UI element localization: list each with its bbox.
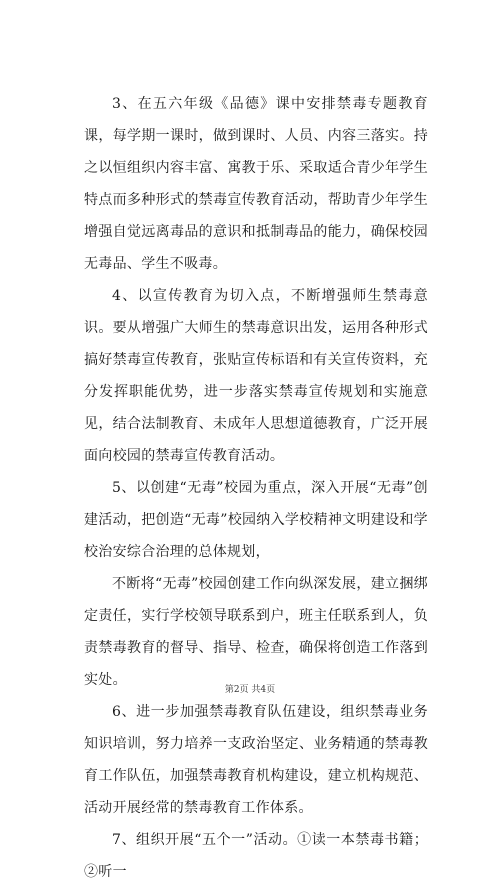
paragraph-item-4: 4、以宣传教育为切入点，不断增强师生禁毒意识。要从增强广大师生的禁毒意识出发，运用各种形式搞好禁毒宣传教育，张贴宣传标语和有关宣传资料，充分发挥职能优势，进一步落实禁毒宣传规划和实施意见，结合法制教育、未成年人思想道德教育，广泛开展面向校园的禁毒宣传教育活动。 xyxy=(84,288,428,464)
document-body xyxy=(84,88,428,888)
page-number-footer: 第2页 共4页 xyxy=(224,685,276,695)
paragraph-item-7: 7、组织开展“五个一”活动。①读一本禁毒书籍；②听一 xyxy=(84,832,428,880)
paragraph-item-5-continued: 不断将“无毒”校园创建工作向纵深发展，建立捆绑定责任，实行学校领导联系到户，班主任联系到人，负责禁毒教育的督导、指导、检查，确保将创造工作落到实处。 xyxy=(84,576,428,688)
paragraph-item-3: 3、在五六年级《品德》课中安排禁毒专题教育课，每学期一课时，做到课时、人员、内容三落实。持之以恒组织内容丰富、寓教于乐、采取适合青少年学生特点而多种形式的禁毒宣传教育活动，帮助青少年学生增强自觉远离毒品的意识和抵制毒品的能力，确保校园无毒品、学生不吸毒。 xyxy=(84,96,428,272)
paragraph-item-5: 5、以创建“无毒”校园为重点，深入开展“无毒”创建活动，把创造“无毒”校园纳入学校精神文明建设和学校治安综合治理的总体规划， xyxy=(84,480,428,560)
paragraph-item-6: 6、进一步加强禁毒教育队伍建设，组织禁毒业务知识培训，努力培养一支政治坚定、业务精通的禁毒教育工作队伍，加强禁毒教育机构建设，建立机构规范、活动开展经常的禁毒教育工作体系。 xyxy=(84,704,428,816)
